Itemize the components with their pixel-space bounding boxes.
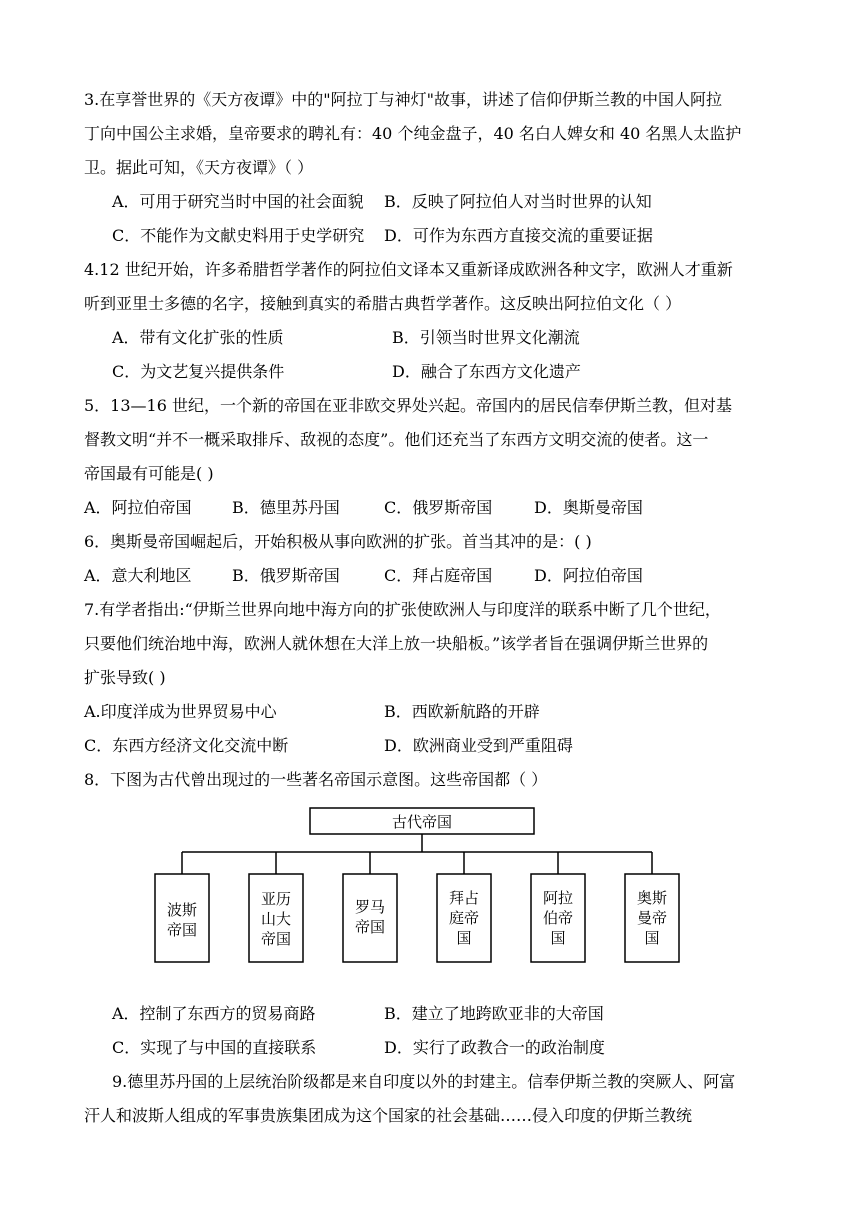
q9-line-1: 9.德里苏丹国的上层统治阶级都是来自印度以外的封建主。信奉伊斯兰教的突厥人、阿富	[112, 1072, 736, 1091]
node-roman-line-2: 帝国	[354, 918, 386, 936]
q8-option-c[interactable]: C．实现了与中国的直接联系	[112, 1038, 317, 1057]
node-roman-line-1: 罗马	[354, 898, 386, 916]
node-arab-line-1: 阿拉	[542, 889, 574, 907]
root-node-label: 古代帝国	[391, 813, 453, 831]
node-ottoman-line-1: 奥斯	[636, 889, 668, 907]
node-arab-line-2: 伯帝	[542, 909, 574, 927]
q6-option-d[interactable]: D．阿拉伯帝国	[534, 566, 643, 585]
q3-option-b[interactable]: B．反映了阿拉伯人对当时世界的认知	[384, 192, 652, 211]
node-persian-line-1: 波斯	[166, 901, 198, 919]
q8-line-1: 8．下图为古代曾出现过的一些著名帝国示意图。这些帝国都（ ）	[84, 770, 548, 789]
q3-option-c[interactable]: C．不能作为文献史料用于史学研究	[112, 226, 365, 245]
q6-option-b[interactable]: B．俄罗斯帝国	[232, 566, 340, 585]
empire-tree-diagram	[140, 800, 700, 970]
q6-option-c[interactable]: C．拜占庭帝国	[384, 566, 493, 585]
q8-option-d[interactable]: D．实行了政教合一的政治制度	[384, 1038, 605, 1057]
q7-option-b[interactable]: B．西欧新航路的开辟	[384, 702, 540, 721]
q7-line-1: 7.有学者指出:“伊斯兰世界向地中海方向的扩张使欧洲人与印度洋的联系中断了几个世纪，	[84, 600, 721, 619]
q5-option-d[interactable]: D．奥斯曼帝国	[534, 498, 643, 517]
node-alexander-line-1: 亚历	[260, 890, 292, 908]
node-byzantine-line-3: 国	[456, 929, 472, 947]
node-ottoman-line-3: 国	[644, 929, 660, 947]
q5-option-b[interactable]: B．德里苏丹国	[232, 498, 340, 517]
q6-option-a[interactable]: A．意大利地区	[84, 566, 192, 585]
node-alexander-line-3: 帝国	[260, 930, 292, 948]
q3-line-2: 丁向中国公主求婚，皇帝要求的聘礼有：40 个纯金盘子，40 名白人婢女和 40 名黑人太监护	[84, 124, 742, 143]
q4-option-a[interactable]: A．带有文化扩张的性质	[112, 328, 284, 347]
node-ottoman-line-2: 曼帝	[636, 909, 668, 927]
q5-line-2: 督教文明“并不一概采取排斥、敌视的态度”。他们还充当了东西方文明交流的使者。这一	[84, 430, 709, 449]
q4-option-c[interactable]: C．为文艺复兴提供条件	[112, 362, 285, 381]
q3-line-3: 卫。据此可知，《天方夜谭》（ ）	[84, 158, 314, 177]
q7-line-2: 只要他们统治地中海，欧洲人就休想在大洋上放一块船板。”该学者旨在强调伊斯兰世界的	[84, 634, 709, 653]
empire-tree-svg	[140, 800, 700, 970]
node-arab-line-3: 国	[550, 929, 566, 947]
q5-option-a[interactable]: A．阿拉伯帝国	[84, 498, 192, 517]
node-persian-line-2: 帝国	[166, 921, 198, 939]
q4-option-d[interactable]: D．融合了东西方文化遗产	[392, 362, 581, 381]
q4-option-b[interactable]: B．引领当时世界文化潮流	[392, 328, 580, 347]
q5-line-3: 帝国最有可能是( )	[84, 464, 214, 483]
q3-line-1: 3.在享誉世界的《天方夜谭》中的"阿拉丁与神灯"故事，讲述了信仰伊斯兰教的中国人阿拉	[84, 90, 722, 109]
q8-option-b[interactable]: B．建立了地跨欧亚非的大帝国	[384, 1004, 604, 1023]
node-alexander-line-2: 山大	[260, 910, 292, 928]
q4-line-1: 4.12 世纪开始，许多希腊哲学著作的阿拉伯文译本又重新译成欧洲各种文字，欧洲人才重新	[84, 260, 733, 279]
q7-option-a[interactable]: A.印度洋成为世界贸易中心	[84, 702, 277, 721]
q7-line-3: 扩张导致( )	[84, 668, 166, 687]
q5-option-c[interactable]: C．俄罗斯帝国	[384, 498, 493, 517]
q7-option-d[interactable]: D．欧洲商业受到严重阻碍	[384, 736, 573, 755]
q9-line-2: 汗人和波斯人组成的军事贵族集团成为这个国家的社会基础……侵入印度的伊斯兰教统	[84, 1106, 693, 1125]
q7-option-c[interactable]: C．东西方经济文化交流中断	[84, 736, 289, 755]
q3-option-a[interactable]: A．可用于研究当时中国的社会面貌	[112, 192, 364, 211]
node-byzantine-line-2: 庭帝	[448, 909, 480, 927]
q4-line-2: 听到亚里士多德的名字，接触到真实的希腊古典哲学著作。这反映出阿拉伯文化（ ）	[84, 294, 682, 313]
node-byzantine-line-1: 拜占	[448, 889, 480, 907]
q5-line-1: 5．13—16 世纪，一个新的帝国在亚非欧交界处兴起。帝国内的居民信奉伊斯兰教，但对基	[84, 396, 732, 415]
q6-line-1: 6．奥斯曼帝国崛起后，开始积极从事向欧洲的扩张。首当其冲的是：( )	[84, 532, 592, 551]
q3-option-d[interactable]: D．可作为东西方直接交流的重要证据	[384, 226, 653, 245]
q8-option-a[interactable]: A．控制了东西方的贸易商路	[112, 1004, 316, 1023]
